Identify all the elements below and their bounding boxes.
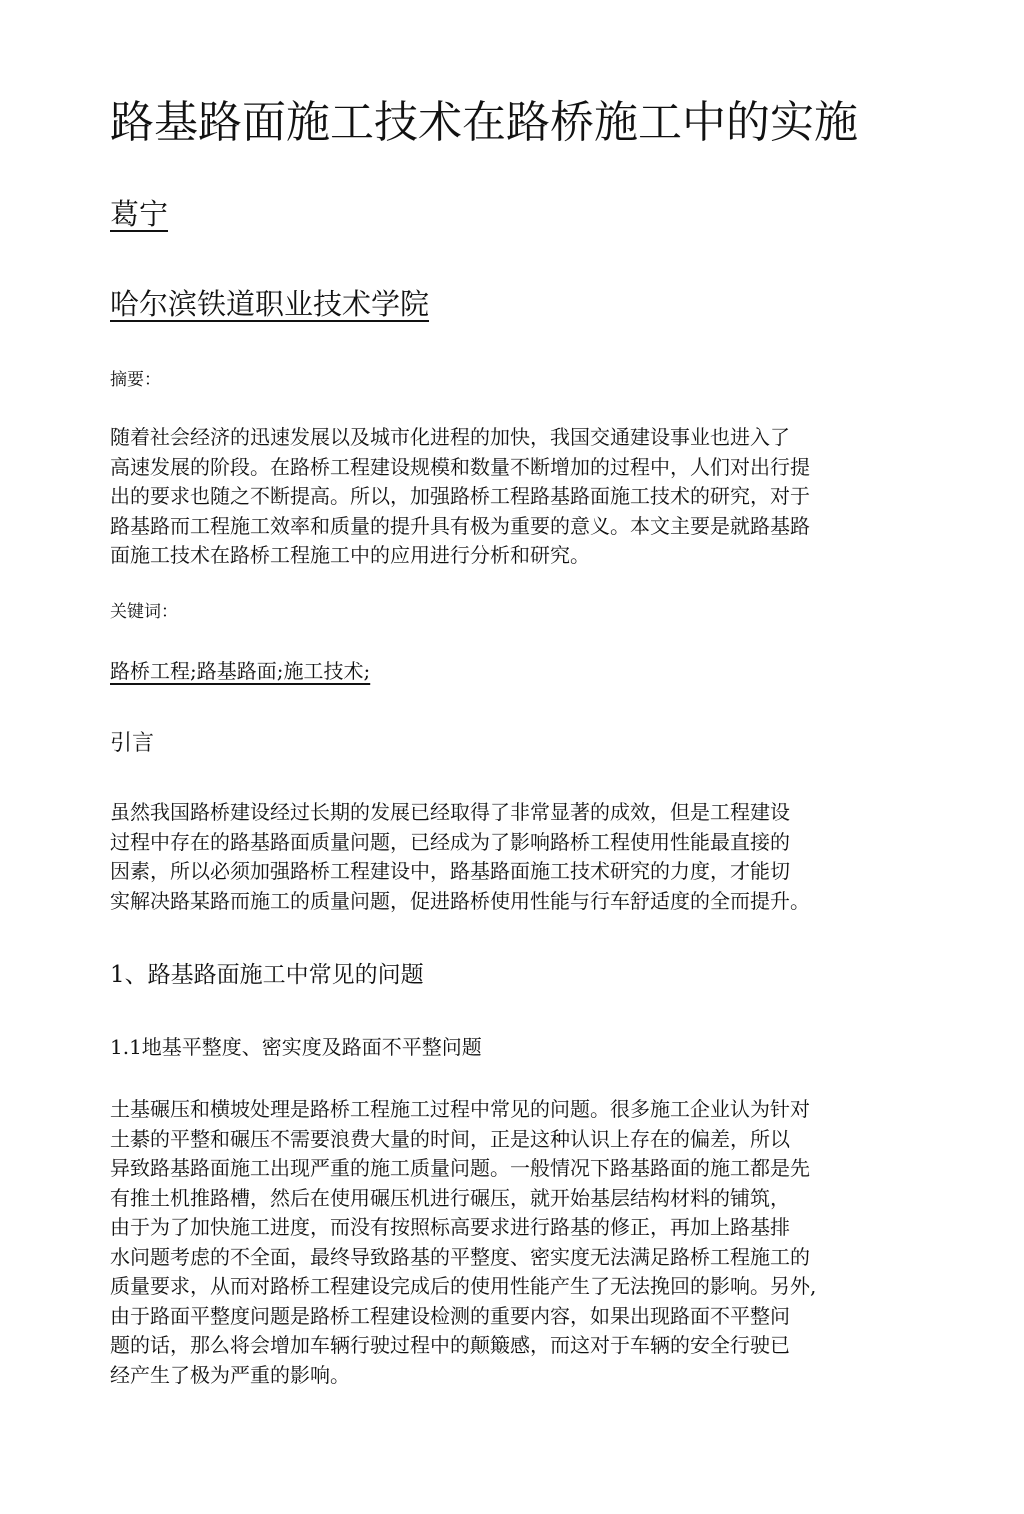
intro-line: 实解决路某路而施工的质量问题，促进路桥使用性能与行车舒适度的全而提升。 (110, 888, 810, 913)
body-line: 有推土机推路槽，然后在使用碾压机进行碾压，就开始基层结构材料的铺筑， (110, 1185, 790, 1210)
intro-line: 过程中存在的路基路面质量问题，已经成为了影响路桥工程使用性能最直接的 (110, 829, 790, 854)
keywords-label: 关键词： (110, 602, 178, 622)
abstract-line: 路基路而工程施工效率和质量的提升具有极为重要的意义。本文主要是就路基路 (110, 513, 810, 538)
body-line: 由于路面平整度问题是路桥工程建设检测的重要内容，如果出现路面不平整问 (110, 1303, 790, 1328)
abstract-line: 随着社会经济的迅速发展以及城市化进程的加快，我国交通建设事业也进入了 (110, 425, 790, 449)
author-affiliation: 哈尔滨铁道职业技术学院 (110, 287, 430, 321)
body-line: 经产生了极为严重的影响。 (110, 1362, 350, 1387)
abstract-line: 面施工技术在路桥工程施工中的应用进行分析和研究。 (110, 543, 590, 567)
body-line: 质量要求，从而对路桥工程建设完成后的使用性能产生了无法挽回的影响。另外, (110, 1274, 817, 1298)
section-heading: 1、路基路面施工中常见的问题 (110, 962, 424, 988)
body-line: 水问题考虑的不全面，最终导致路基的平整度、密实度无法满足路桥工程施工的 (110, 1244, 810, 1269)
intro-line: 因素，所以必须加强路桥工程建设中，路基路面施工技术研究的力度，才能切 (110, 859, 790, 883)
intro-line: 虽然我国路桥建设经过长期的发展已经取得了非常显著的成效，但是工程建设 (110, 800, 790, 824)
body-line: 题的话，那么将会增加车辆行驶过程中的颠簸感，而这对于车辆的安全行驶已 (110, 1333, 790, 1357)
abstract-label: 摘要： (110, 370, 161, 390)
body-line: 土綦的平整和碾压不需要浪费大量的时间，正是这种认识上存在的偏差，所以 (110, 1126, 790, 1151)
body-line: 异致路基路面施工出现严重的施工质量问题。一般情况下路基路面的施工都是先 (110, 1156, 810, 1180)
body-line: 由于为了加快施工进度，而没有按照标高要求进行路基的修正，再加上路基排 (110, 1215, 790, 1239)
intro-text (110, 798, 900, 916)
body-line: 土基碾压和横坡处理是路桥工程施工过程中常见的问题。很多施工企业认为针对 (110, 1097, 810, 1121)
document-title: 路基路面施工技术在路桥施工中的实施 (110, 97, 858, 148)
abstract-line: 高速发展的阶段。在路桥工程建设规模和数量不断增加的过程中，人们对出行提 (110, 454, 810, 479)
subsection-heading: 1.1地基平整度、密实度及路面不平整问题 (110, 1035, 482, 1059)
keywords-text: 路桥工程;路基路面;施工技术; (110, 659, 371, 683)
intro-heading: 引言 (110, 731, 155, 756)
author-name: 葛宁 (110, 197, 169, 231)
abstract-text (110, 423, 900, 571)
body-text (110, 1095, 900, 1390)
abstract-line: 出的要求也随之不断提高。所以，加强路桥工程路基路面施工技术的研究，对于 (110, 484, 810, 508)
